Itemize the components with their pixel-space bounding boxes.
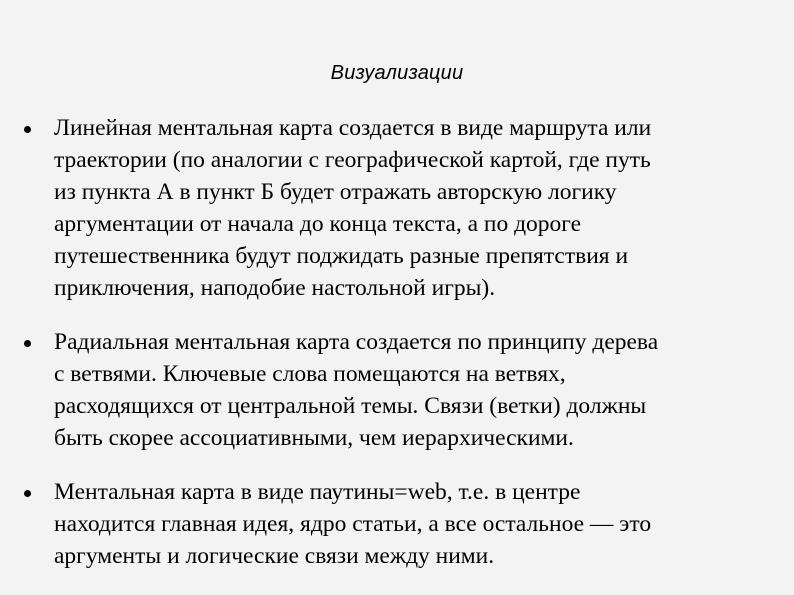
bullet-line: аргументации от начала до конца текста, а по дороге <box>54 211 582 237</box>
bullet-line: путешественника будут поджидать разные препятствия и <box>54 243 629 269</box>
bullet-line: Радиальная ментальная карта создается по принципу дерева <box>54 329 659 355</box>
bullet-line: с ветвями. Ключевые слова помещаются на ветвях, <box>54 361 566 387</box>
bullet-line: Ментальная карта в виде паутины=web, т.е. в центре <box>54 479 581 505</box>
bullet-line: быть скорее ассоциативными, чем иерархическими. <box>54 425 574 451</box>
bullet-list <box>24 112 774 594</box>
bullet-line: Линейная ментальная карта создается в виде маршрута или <box>54 115 652 141</box>
slide-title-text: Визуализации <box>330 62 464 84</box>
bullet-item-radial-map <box>24 326 774 454</box>
bullet-item-web-map <box>24 476 774 572</box>
bullet-text <box>54 326 774 454</box>
bullet-line: находится главная идея, ядро статьи, а все остальное — это <box>54 511 652 537</box>
bullet-dot-icon <box>24 340 31 347</box>
bullet-line: из пункта А в пункт Б будет отражать авторскую логику <box>54 179 617 205</box>
bullet-dot-icon <box>24 126 31 133</box>
slide-title <box>0 62 794 85</box>
bullet-text <box>54 476 774 572</box>
bullet-dot-icon <box>24 490 31 497</box>
bullet-line: аргументы и логические связи между ними. <box>54 543 495 569</box>
bullet-item-linear-map <box>24 112 774 304</box>
bullet-text <box>54 112 774 304</box>
bullet-line: расходящихся от центральной темы. Связи (ветки) должны <box>54 393 647 419</box>
bullet-line: приключения, наподобие настольной игры). <box>54 275 496 301</box>
bullet-line: траектории (по аналогии с географической картой, где путь <box>54 147 651 173</box>
